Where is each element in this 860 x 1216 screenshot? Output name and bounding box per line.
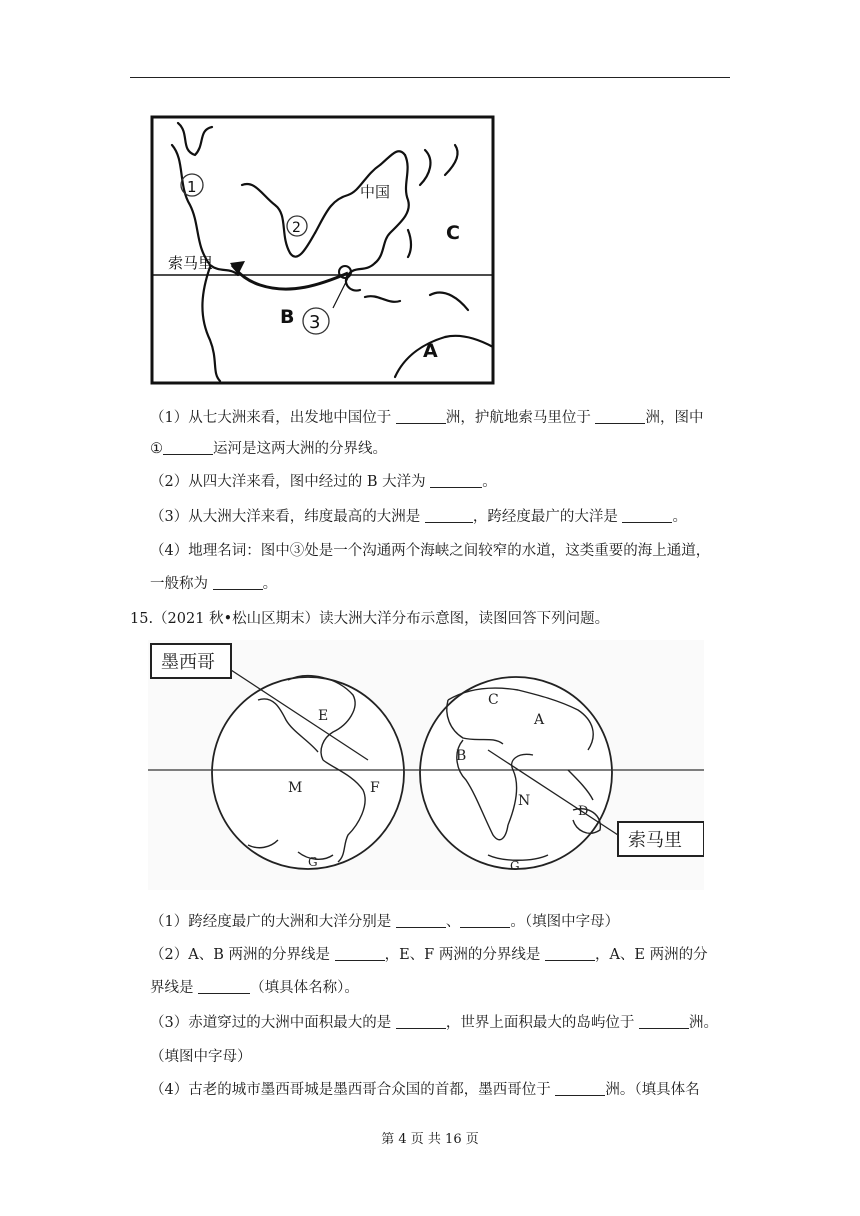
answer-blank[interactable] [622, 508, 672, 523]
label-china: 中国 [360, 183, 391, 201]
q15-item-1: （1）跨经度最广的大洲和大洋分别是 、 。（填图中字母） [150, 914, 620, 930]
answer-blank[interactable] [396, 409, 446, 424]
label-d: D [578, 804, 589, 819]
answer-blank[interactable] [425, 508, 473, 523]
label-circle-1: 1 [187, 178, 197, 196]
answer-blank[interactable] [335, 946, 385, 961]
answer-blank[interactable] [163, 440, 213, 455]
question-15-header: 15.（2021 秋•松山区期末）读大洲大洋分布示意图，读图回答下列问题。 [130, 611, 610, 627]
q15-item-3-cont: （填图中字母） [150, 1049, 252, 1065]
label-somalia: 索马里 [168, 254, 214, 272]
q15-item-3: （3）赤道穿过的大洲中面积最大的是 ，世界上面积最大的岛屿位于 洲。 [150, 1015, 718, 1031]
label-a: A [534, 712, 545, 728]
q14-item-1: （1）从七大洲来看，出发地中国位于 洲，护航地索马里位于 洲，图中 [150, 410, 704, 426]
answer-blank[interactable] [396, 913, 446, 928]
q14-item-4: （4）地理名词：图中③处是一个沟通两个海峡之间较窄的水道，这类重要的海上通道， [150, 543, 711, 559]
label-g-left: G [308, 855, 318, 869]
answer-blank[interactable] [460, 913, 510, 928]
label-circle-2: 2 [292, 220, 301, 236]
q14-item-4-cont: 一般称为 。 [150, 576, 278, 592]
q15-item-2: （2）A、B 两洲的分界线是 ，E、F 两洲的分界线是 ，A、E 两洲的分 [150, 947, 708, 963]
q14-item-3: （3）从大洲大洋来看，纬度最高的大洲是 ，跨经度最广的大洋是 。 [150, 509, 687, 525]
label-n: N [518, 793, 531, 809]
q14-item-1-cont: ① 运河是这两大洲的分界线。 [150, 441, 387, 457]
answer-blank[interactable] [555, 1081, 605, 1096]
q15-item-4: （4）古老的城市墨西哥城是墨西哥合众国的首都，墨西哥位于 洲。（填具体名 [150, 1082, 700, 1098]
map-figure-2 [148, 640, 704, 890]
answer-blank[interactable] [430, 473, 482, 488]
answer-blank[interactable] [595, 409, 645, 424]
map-figure-1 [150, 115, 495, 385]
page-footer: 第 4 页 共 16 页 [381, 1132, 479, 1147]
label-c: C [488, 692, 499, 708]
label-f: F [370, 780, 380, 796]
answer-blank[interactable] [213, 575, 263, 590]
header-rule [130, 77, 730, 78]
label-g-right: G [510, 859, 520, 873]
label-circle-3: 3 [309, 312, 321, 333]
answer-blank[interactable] [545, 946, 595, 961]
label-mexico: 墨西哥 [161, 652, 215, 673]
label-b: B [280, 306, 295, 328]
q14-item-2: （2）从四大洋来看，图中经过的 B 大洋为 。 [150, 474, 497, 490]
label-m: M [288, 780, 303, 796]
label-b: B [456, 748, 467, 764]
label-c: C [446, 222, 460, 244]
q15-item-2-cont: 界线是 （填具体名称）。 [150, 980, 359, 996]
label-e: E [318, 708, 329, 724]
answer-blank[interactable] [198, 979, 250, 994]
answer-blank[interactable] [396, 1014, 446, 1029]
label-somalia: 索马里 [628, 830, 682, 851]
answer-blank[interactable] [639, 1014, 689, 1029]
label-a: A [423, 340, 438, 362]
